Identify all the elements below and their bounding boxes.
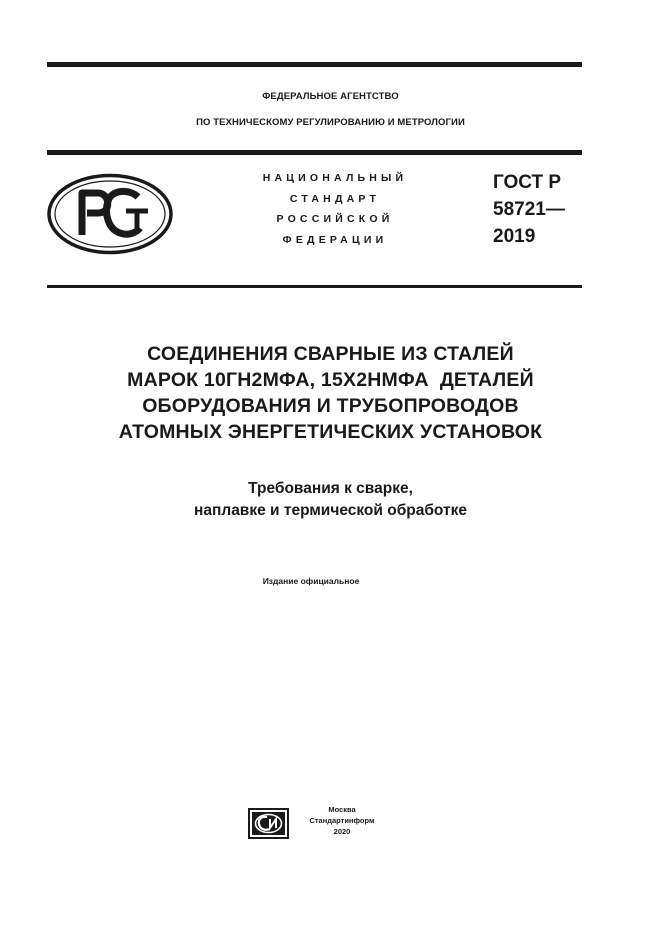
standard-type-line-1: НАЦИОНАЛЬНЫЙ [262,172,408,184]
title-line-3: ОБОРУДОВАНИЯ И ТРУБОПРОВОДОВ [142,395,519,417]
standartinform-logo-icon [248,808,289,839]
designation-line-1: ГОСТ Р [493,172,562,193]
agency-line-2: ПО ТЕХНИЧЕСКОМУ РЕГУЛИРОВАНИЮ И МЕТРОЛОГИИ [196,117,465,128]
designation-line-2: 58721— [493,199,565,220]
top-rule [47,62,582,67]
publisher-city: Москва [328,805,356,814]
title-line-2: МАРОК 10ГН2МФА, 15Х2НМФА ДЕТАЛЕЙ [127,369,534,391]
standard-type-line-2: СТАНДАРТ [289,193,381,205]
standard-type-line-3: РОССИЙСКОЙ [276,213,394,225]
middle-rule [47,150,582,155]
gost-r-certification-logo-icon [46,173,174,255]
bottom-rule [47,285,582,288]
designation-line-3: 2019 [493,226,536,247]
title-line-4: АТОМНЫХ ЭНЕРГЕТИЧЕСКИХ УСТАНОВОК [118,421,543,443]
edition-label: Издание официальное [262,576,360,586]
publisher-name: Стандартинформ [309,816,375,825]
subtitle-line-1: Требования к сварке, [248,480,413,497]
agency-line-1: ФЕДЕРАЛЬНОЕ АГЕНТСТВО [262,91,399,102]
subtitle-line-2: наплавке и термической обработке [194,502,467,519]
publisher-year: 2020 [333,827,351,836]
standard-type-line-4: ФЕДЕРАЦИИ [282,234,388,246]
title-line-1: СОЕДИНЕНИЯ СВАРНЫЕ ИЗ СТАЛЕЙ [147,343,514,365]
